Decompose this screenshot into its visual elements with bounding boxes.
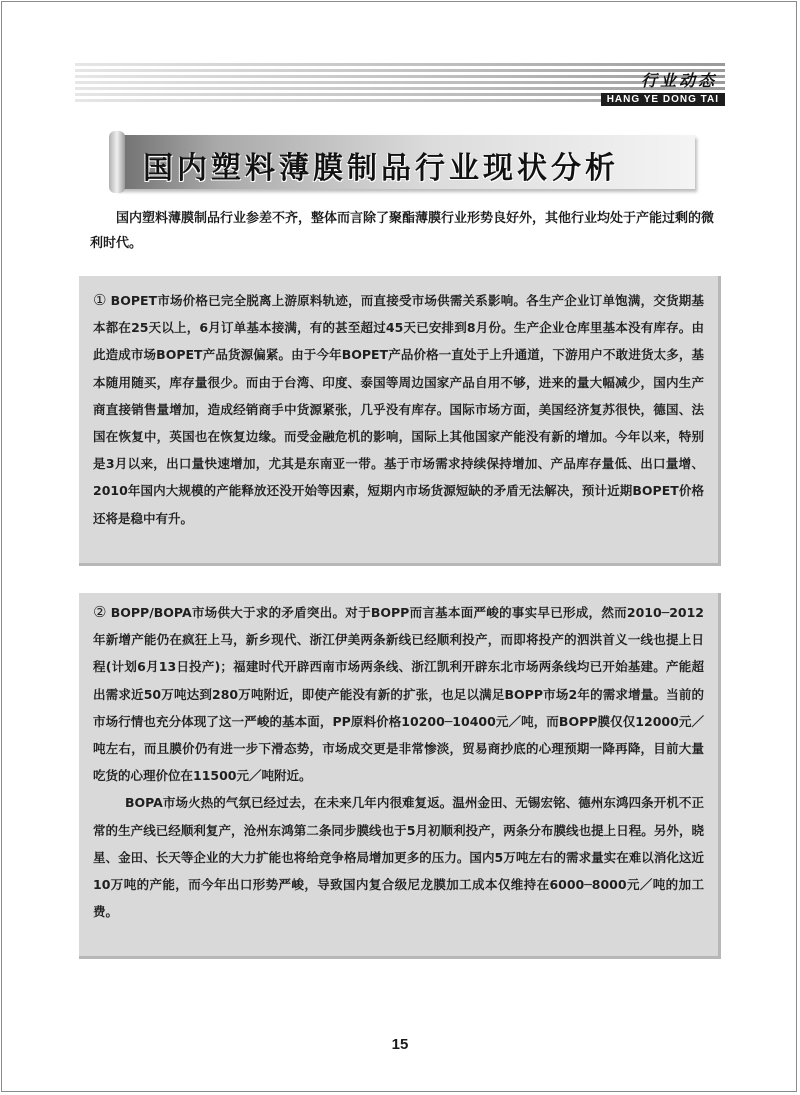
page-number: 15 bbox=[391, 1036, 409, 1053]
section-name-en: HANG YE DONG TAI bbox=[601, 93, 725, 106]
banner-scroll-edge bbox=[109, 131, 125, 193]
bopet-text: BOPET市场价格已完全脱离上游原料轨迹，而直接受市场供需关系影响。各生产企业订单饱满，交货期基本都在25天以上，6月订单基本接满，有的甚至超过45天已安排到8月份。生产企业仓库里基本没有库存。由此造成市场BOPET产品货源偏紧。由于今年BOPET产品价格一直处于上升通道，下游用户不敢进货太多，基本随用随买，库存量很少。而由于台湾、印度、泰国等周边国家产品自用不够，进来的量大幅减少，国内生产商直接销售量增加，造成经销商手中货源紧张，几乎没有库存。国际市场方面，美国经济复苏很快，德国、法国在恢复中，英国也在恢复边缘。而受金融危机的影响，国际上其他国家产能没有新的增加。今年以来，特别是3月以来，出口量快速增加，尤其是东南亚一带。基于市场需求持续保持增加、产品库存量低、出口量增、2010年国内大规模的产能释放还没开始等因素，短期内市场货源短缺的矛盾无法解决，预计近期BOPET价格还将是稳中有升。 bbox=[93, 293, 704, 526]
title-banner bbox=[115, 135, 695, 189]
article-title: 国内塑料薄膜制品行业现状分析 bbox=[143, 151, 619, 186]
bopa-paragraph: BOPA市场火热的气氛已经过去，在未来几年内很难复返。温州金田、无锡宏铭、德州东鸿四条开机不正常的生产线已经顺利复产，沧州东鸿第二条同步膜线也于5月初顺利投产，两条分布膜线也提上日程。另外，晓星、金田、长天等企业的大力扩能也将给竞争格局增加更多的压力。国内5万吨左右的需求量实在难以消化这近10万吨的产能，而今年出口形势严峻，导致国内复合级尼龙膜加工成本仅维持在6000─8000元／吨的加工费。 bbox=[93, 795, 704, 920]
bopp-paragraph bbox=[79, 593, 718, 789]
bopet-paragraph bbox=[79, 276, 718, 532]
intro-paragraph: 国内塑料薄膜制品行业参差不齐，整体而言除了聚酯薄膜行业形势良好外，其他行业均处于产能过剩的微利时代。 bbox=[90, 211, 715, 251]
bopet-section bbox=[79, 276, 721, 566]
bopp-bopa-section bbox=[79, 593, 721, 959]
section-name-cn: 行业动态 bbox=[640, 71, 717, 90]
circled-number-2: ② bbox=[93, 603, 107, 621]
circled-number-1: ① bbox=[93, 291, 107, 309]
bopp-text: BOPP/BOPA市场供大于求的矛盾突出。对于BOPP而言基本面严峻的事实早已形成，然而2010─2012年新增产能仍在疯狂上马，新乡现代、浙江伊美两条新线已经顺利投产，而即将投产的泗洪首义一线也提上日程(计划6月13日投产)；福建时代开辟西南市场两条线、浙江凯利开辟东北市场两条线均已开始基建。产能超出需求近50万吨达到280万吨附近，即使产能没有新的扩张，也足以满足BOPP市场2年的需求增量。当前的市场行情也充分体现了这一严峻的基本面，PP原料价格10200─10400元／吨，而BOPP膜仅仅12000元／吨左右，而且膜价仍有进一步下滑态势，市场成交更是非常惨淡，贸易商抄底的心理预期一降再降，目前大量吃货的心理价位在11500元／吨附近。 bbox=[93, 605, 704, 784]
